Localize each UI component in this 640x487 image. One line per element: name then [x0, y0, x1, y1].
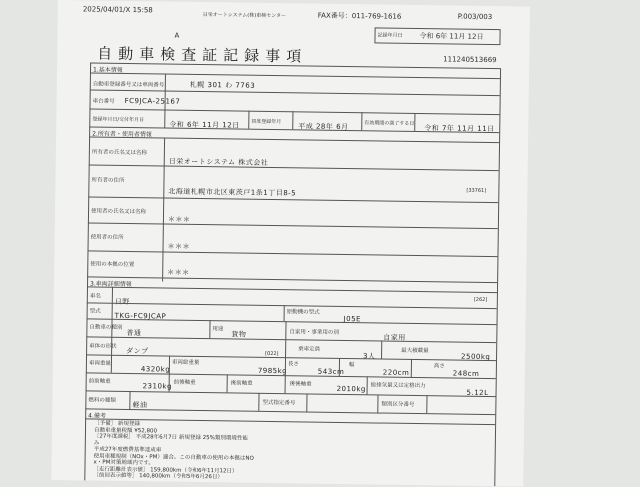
- first-reg-value: 平成 28年 6月: [298, 122, 349, 132]
- remark-line: ［27年度課税］ 平成28年6月7日 新規登録 25%類別環境性能: [93, 433, 248, 442]
- section4-heading: 4.備考: [88, 412, 106, 420]
- rear-front-axle-label: 後前軸重: [230, 380, 253, 387]
- engine-label: 原動機の型式: [286, 309, 320, 316]
- front-axle-value: 2310kg: [142, 382, 172, 391]
- record-date-label: 記録年月日: [377, 32, 403, 39]
- maxload-value: 2500kg: [461, 352, 491, 362]
- body-code: [022]: [265, 350, 279, 358]
- body-value: ダンプ: [126, 346, 149, 356]
- user-addr-label: 使用者の住所: [90, 234, 124, 241]
- height-label: 高さ: [433, 363, 445, 370]
- weight-label: 車両重量: [88, 360, 111, 367]
- category-label: 類別区分番号: [381, 401, 415, 409]
- first-reg-label: 初度登録年月: [251, 118, 282, 126]
- width-value: 220cm: [382, 368, 410, 377]
- expiry-label: 有効期間の満了する日: [364, 120, 415, 127]
- user-addr-value: ＊＊＊: [167, 242, 191, 251]
- owner-name-value: 日栄オートシステム 株式会社: [168, 157, 269, 167]
- remark-line: ［走行距離計表示値］ 159,800km（令和6年11月12日）: [93, 466, 238, 475]
- remark-line: 使用車種規制（NOx・PM）適合。この自動車の使用の本拠はNO: [93, 453, 254, 462]
- body-label: 車体の形状: [89, 343, 117, 350]
- section1-heading: 1.基本情報: [92, 66, 123, 74]
- use-value: 貨物: [231, 330, 247, 339]
- model-value: TKG-FC9JCAP: [114, 311, 167, 321]
- fax-page: P.003/003: [457, 12, 493, 22]
- rear-rear-axle-label: 後後軸重: [289, 381, 312, 388]
- engine-value: J05E: [343, 315, 362, 324]
- owner-addr-label: 所有者の住所: [91, 177, 125, 184]
- length-value: 543cm: [317, 367, 345, 377]
- serial-number: 111240513669: [443, 55, 497, 65]
- maxload-label: 最大積載量: [401, 347, 429, 355]
- width-label: 幅: [348, 362, 355, 369]
- model-label: 型式: [89, 308, 101, 315]
- length-label: 長さ: [287, 361, 299, 368]
- user-name-label: 使用者の氏名又は名称: [91, 208, 147, 216]
- remark-line: 自動車重量税額 ¥52,800: [93, 427, 158, 434]
- section2-heading: 2.所有者・使用者情報: [92, 130, 152, 139]
- table-right-border: [494, 68, 501, 486]
- weight-value: 4320kg: [140, 365, 171, 374]
- front2-axle-label: 前後軸重: [173, 379, 196, 386]
- issue-label: 登録年月日/交付年月日: [92, 116, 145, 124]
- fuel-value: 軽油: [132, 401, 148, 410]
- owner-name-label: 所有者の氏名又は名称: [91, 149, 147, 157]
- capacity-label: 乗車定員: [298, 346, 321, 353]
- section3-heading: 3.車両詳細情報: [89, 280, 132, 289]
- base-label: 使用の本拠の位置: [90, 261, 135, 269]
- remarks-block: [93, 421, 254, 482]
- expiry-value: 令和 7年 11月 11日: [424, 124, 495, 134]
- document-title: 自動車検査証記録事項: [97, 44, 308, 66]
- gross-label: 車両総重量: [171, 359, 200, 367]
- letter-a: A: [174, 31, 180, 40]
- maker-value: 日野: [114, 297, 130, 307]
- chassis-value: FC9JCA-25167: [124, 96, 181, 106]
- base-value: ＊＊＊: [167, 268, 190, 277]
- remark-line: x・PM対策地域内です。: [93, 459, 154, 467]
- fax-number: FAX番号：011-769-1616: [317, 11, 402, 21]
- owner-addr-value: 北海道札幌市北区東茨戸1条1丁目8-5: [168, 187, 297, 198]
- height-value: 248cm: [452, 369, 480, 378]
- reg-label: 自動車登録番号又は車両番号: [92, 81, 165, 89]
- type-value: 普通: [126, 328, 142, 338]
- remark-line: ［予備］ 新規登録: [94, 420, 140, 428]
- purpose-label: 自家用・事業用の別: [289, 329, 339, 336]
- issue-value: 令和 6年 11月 12日: [169, 120, 240, 130]
- chassis-label: 車台番号: [92, 98, 115, 105]
- maker-code: [262]: [473, 296, 488, 304]
- document-sheet: [51, 0, 530, 487]
- maker-label: 車名: [89, 293, 101, 300]
- front-axle-label: 前前軸重: [88, 378, 111, 385]
- type-label: 自動車の種別: [89, 324, 123, 331]
- type-approval-label: 型式指定番号: [262, 399, 296, 407]
- remark-line: 平成27年度燃費基準達成車: [93, 446, 162, 454]
- user-name-value: ＊＊＊: [167, 215, 191, 224]
- displacement-label: 総排気量又は定格出力: [370, 382, 426, 390]
- reg-value: 札幌 301 わ 7763: [189, 80, 256, 90]
- fuel-label: 燃料の種類: [88, 397, 116, 404]
- remark-line: み: [93, 440, 100, 447]
- record-date-value: 令和 6年 11月 12日: [419, 32, 484, 41]
- gross-value: 7985kg: [257, 366, 288, 376]
- fax-datetime: 2025/04/01/X 15:58: [82, 5, 153, 15]
- purpose-value: 自家用: [383, 333, 406, 342]
- remark-line: ［前回表示値等］ 140,800km（令和5年6月26日）: [93, 472, 223, 481]
- owner-addr-code: [33761]: [466, 187, 487, 194]
- rear-rear-axle-value: 2010kg: [336, 384, 366, 394]
- displacement-value: 5.12L: [466, 388, 489, 398]
- use-label: 用途: [212, 326, 224, 333]
- fax-sender: 日栄オートシステム(株)車検センター: [202, 12, 287, 20]
- capacity-value: 3人: [362, 352, 376, 361]
